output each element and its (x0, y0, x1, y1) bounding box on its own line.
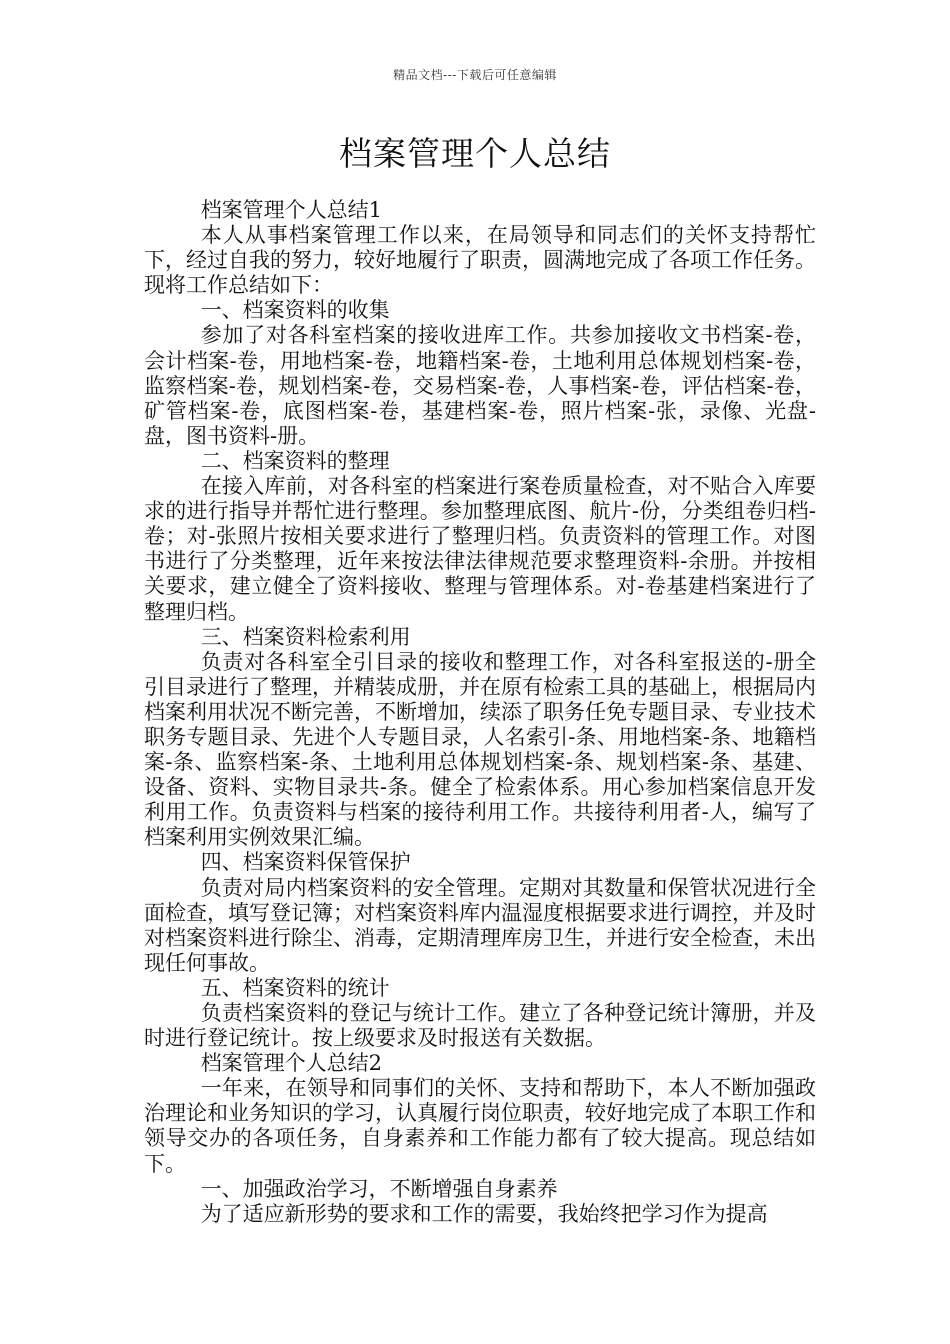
heading-statistics: 五、档案资料的统计 (200, 975, 390, 1000)
paragraph-intro: 本人从事档案管理工作以来，在局领导和同志们的关怀支持帮忙下，经过自我的努力，较好地履行了职责，圆满地完成了各项工作任务。现将工作总结如下： (144, 223, 816, 298)
paragraph-preservation: 负责对局内档案资料的安全管理。定期对其数量和保管状况进行全面检查，填写登记簿；对档案资料库内温湿度根据要求进行调控，并及时对档案资料进行除尘、消毒，定期清理库房卫生，并进行安全检查，未出现任何事故。 (144, 875, 816, 975)
page-title: 档案管理个人总结 (339, 134, 611, 173)
paragraph-organization: 在接入库前，对各科室的档案进行案卷质量检查，对不贴合入库要求的进行指导并帮忙进行整理。参加整理底图、航片-份，分类组卷归档-卷；对-张照片按相关要求进行了整理归档。负责资料的管理工作。对图书进行了分类整理，近年来按法律法律规范要求整理资料-余册。并按相关要求，建立健全了资料接收、整理与管理体系。对-卷基建档案进行了整理归档。 (144, 474, 816, 624)
paragraph-retrieval: 负责对各科室全引目录的接收和整理工作，对各科室报送的-册全引目录进行了整理，并精装成册，并在原有检索工具的基础上，根据局内档案利用状况不断完善，不断增加，续添了职务任免专题目录、专业技术职务专题目录、先进个人专题目录，人名索引-条、用地档案-条、地籍档案-条、监察档案-条、土地利用总体规划档案-条、规划档案-条、基建、设备、资料、实物目录共-条。健全了检索体系。用心参加档案信息开发利用工作。负责资料与档案的接待利用工作。共接待利用者-人，编写了档案利用实例效果汇编。 (144, 649, 816, 850)
heading-organization: 二、档案资料的整理 (200, 448, 390, 473)
paragraph-summary-2-intro: 一年来，在领导和同事们的关怀、支持和帮助下，本人不断加强政治理论和业务知识的学习，认真履行岗位职责，较好地完成了本职工作和领导交办的各项任务，自身素养和工作能力都有了较大提高。现总结如下。 (144, 1076, 816, 1176)
heading-collection: 一、档案资料的收集 (200, 298, 390, 323)
heading-preservation: 四、档案资料保管保护 (200, 850, 411, 875)
heading-political-study: 一、加强政治学习，不断增强自身素养 (200, 1176, 558, 1201)
paragraph-collection: 参加了对各科室档案的接收进库工作。共参加接收文书档案-卷，会计档案-卷，用地档案-卷，地籍档案-卷，土地利用总体规划档案-卷，监察档案-卷，规划档案-卷，交易档案-卷，人事档案-卷，评估档案-卷，矿管档案-卷，底图档案-卷，基建档案-卷，照片档案-张，录像、光盘-盘，图书资料-册。 (144, 323, 816, 448)
header-note: 精品文档---下载后可任意编辑 (393, 68, 557, 82)
paragraph-political-study: 为了适应新形势的要求和工作的需要，我始终把学习作为提高 (200, 1201, 768, 1226)
heading-retrieval: 三、档案资料检索利用 (200, 624, 411, 649)
section-title-2: 档案管理个人总结2 (200, 1051, 383, 1076)
document-body (144, 198, 816, 1227)
paragraph-statistics: 负责档案资料的登记与统计工作。建立了各种登记统计簿册，并及时进行登记统计。按上级要求及时报送有关数据。 (144, 1001, 816, 1051)
section-title-1: 档案管理个人总结1 (200, 198, 383, 222)
